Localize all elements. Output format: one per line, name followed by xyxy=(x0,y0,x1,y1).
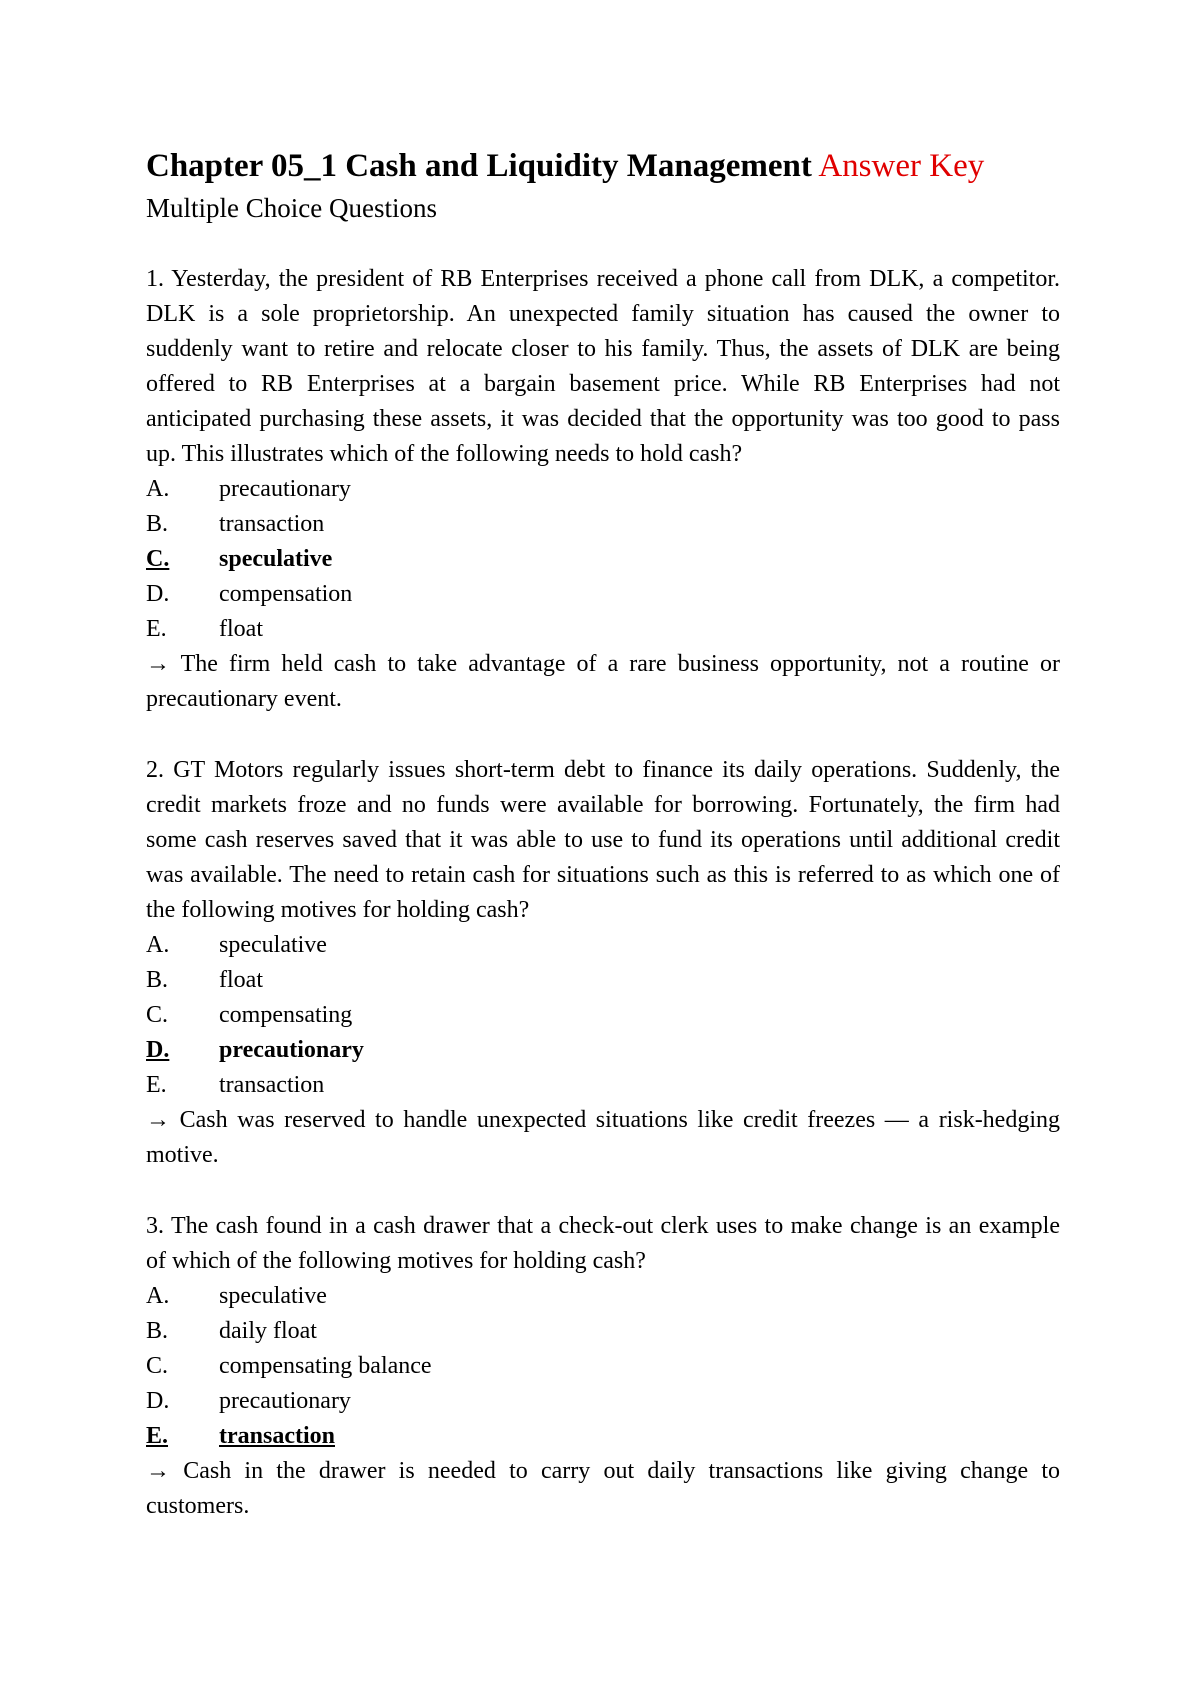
option-text: compensation xyxy=(219,581,353,607)
option-letter: A. xyxy=(146,1283,170,1309)
option-letter: C. xyxy=(146,1002,169,1028)
answer-option xyxy=(146,1314,1060,1349)
answer-option xyxy=(146,1349,1060,1384)
answer-explanation: → Cash in the drawer is needed to carry out daily transactions like giving change to customers. xyxy=(146,1458,1060,1519)
answer-option xyxy=(146,507,1060,542)
answer-option xyxy=(146,472,1060,507)
answer-key-page xyxy=(146,146,1060,1524)
option-letter: C. xyxy=(146,546,170,572)
option-letter: D. xyxy=(146,1388,170,1414)
option-letter: E. xyxy=(146,1072,167,1098)
answer-option xyxy=(146,928,1060,963)
page-title xyxy=(146,146,1060,186)
option-text: speculative xyxy=(219,546,333,572)
option-text: transaction xyxy=(219,1423,335,1449)
answer-option xyxy=(146,1279,1060,1314)
title-answer-key: Answer Key xyxy=(818,148,985,184)
question-3 xyxy=(146,1209,1060,1524)
option-text: daily float xyxy=(219,1318,317,1344)
question-text: 3. The cash found in a cash drawer that a check-out clerk uses to make change is an example of which of the following motives for holding cash? xyxy=(146,1213,1060,1274)
question-1 xyxy=(146,262,1060,717)
answer-option xyxy=(146,1384,1060,1419)
answer-explanation: → The firm held cash to take advantage of a rare business opportunity, not a routine or precautionary event. xyxy=(146,651,1060,712)
answer-option xyxy=(146,998,1060,1033)
option-text: compensating xyxy=(219,1002,353,1028)
question-list xyxy=(146,262,1060,1524)
option-letter: D. xyxy=(146,1037,170,1063)
answer-option xyxy=(146,963,1060,998)
answer-explanation: → Cash was reserved to handle unexpected situations like credit freezes — a risk-hedging motive. xyxy=(146,1107,1060,1168)
question-text: 2. GT Motors regularly issues short-term debt to finance its daily operations. Suddenly, the credit markets froze and no funds were available for borrowing. Fortunately, the firm had some cash reserves saved that it was able to use to fund its operations until additional credit was available. The need to retain cash for situations such as this is referred to as which one of the following motives for holding cash? xyxy=(146,757,1060,923)
option-text: compensating balance xyxy=(219,1353,432,1379)
option-letter: E. xyxy=(146,1423,169,1449)
option-letter: D. xyxy=(146,581,170,607)
option-text: float xyxy=(219,967,263,993)
option-text: transaction xyxy=(219,1072,325,1098)
correct-answer-option xyxy=(146,542,1060,577)
option-text: precautionary xyxy=(219,1388,351,1414)
option-letter: A. xyxy=(146,932,170,958)
correct-answer-option xyxy=(146,1033,1060,1068)
correct-answer-option xyxy=(146,1419,1060,1454)
option-letter: E. xyxy=(146,616,167,642)
answer-option xyxy=(146,612,1060,647)
option-text: precautionary xyxy=(219,1037,364,1063)
option-letter: B. xyxy=(146,511,169,537)
option-text: speculative xyxy=(219,932,327,958)
option-text: speculative xyxy=(219,1283,327,1309)
option-letter: B. xyxy=(146,1318,169,1344)
option-text: precautionary xyxy=(219,476,351,502)
answer-option xyxy=(146,577,1060,612)
option-letter: C. xyxy=(146,1353,169,1379)
section-subtitle: Multiple Choice Questions xyxy=(146,193,437,223)
option-text: float xyxy=(219,616,263,642)
option-letter: B. xyxy=(146,967,169,993)
answer-option xyxy=(146,1068,1060,1103)
title-main: Chapter 05_1 Cash and Liquidity Management xyxy=(146,148,812,184)
option-text: transaction xyxy=(219,511,325,537)
question-text: 1. Yesterday, the president of RB Enterprises received a phone call from DLK, a competitor. DLK is a sole proprietorship. An unexpected family situation has caused the owner to suddenly want to retire and relocate closer to his family. Thus, the assets of DLK are being offered to RB Enterprises at a bargain basement price. While RB Enterprises had not anticipated purchasing these assets, it was decided that the opportunity was too good to pass up. This illustrates which of the following needs to hold cash? xyxy=(146,266,1060,467)
question-2 xyxy=(146,753,1060,1173)
option-letter: A. xyxy=(146,476,170,502)
